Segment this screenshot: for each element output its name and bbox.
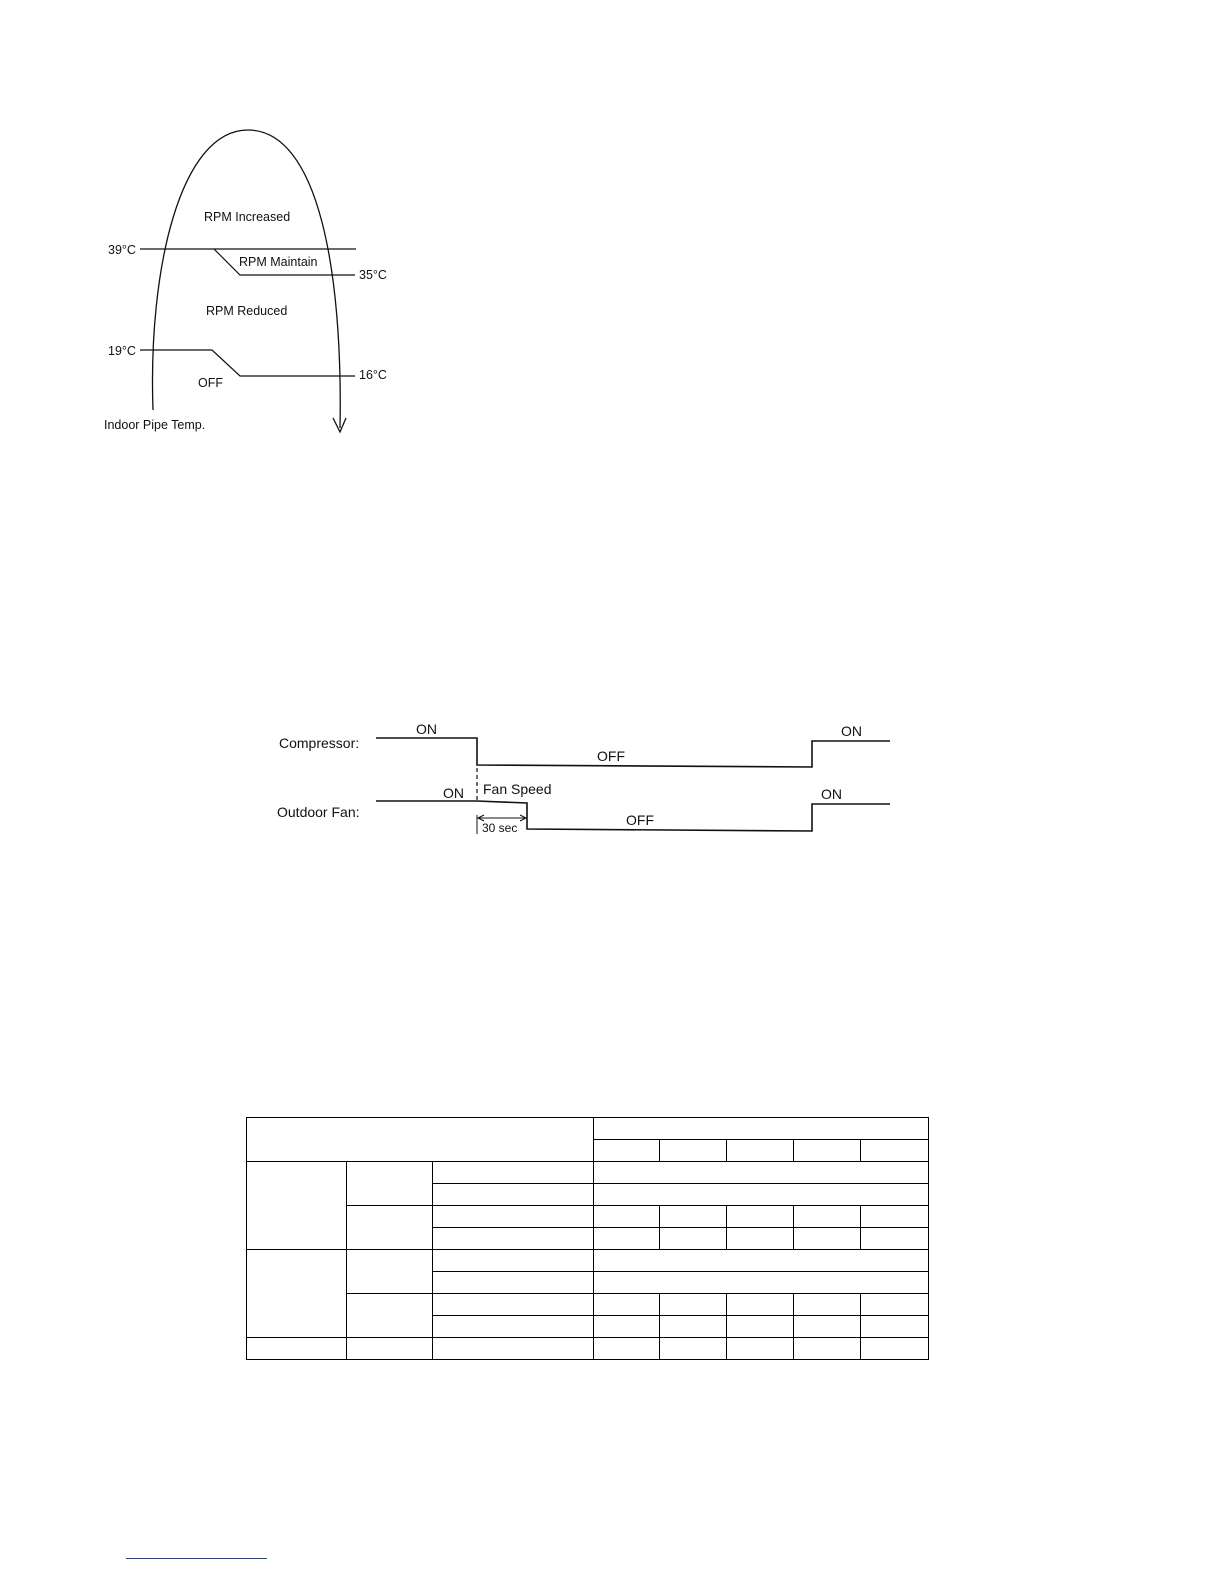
- pipe-temp-diagram: [100, 120, 400, 440]
- table-cell: [347, 1294, 433, 1338]
- line-19c-16c: [140, 350, 355, 376]
- table-cell: [433, 1206, 594, 1228]
- fan-speed-label: Fan Speed: [483, 781, 552, 797]
- table-cell: [660, 1228, 727, 1250]
- table-cell: [433, 1162, 594, 1184]
- table-cell: [433, 1316, 594, 1338]
- axis-label-indoor-pipe-temp: Indoor Pipe Temp.: [104, 418, 206, 432]
- table-cell: [660, 1294, 727, 1316]
- table-cell: [727, 1338, 794, 1360]
- table-cell: [861, 1338, 929, 1360]
- table-cell: [861, 1206, 929, 1228]
- table-row: [247, 1338, 929, 1360]
- table-cell: [794, 1140, 861, 1162]
- table-cell: [594, 1184, 929, 1206]
- table-cell: [727, 1294, 794, 1316]
- label-rpm-reduced: RPM Reduced: [206, 304, 288, 318]
- table-cell: [727, 1140, 794, 1162]
- table-cell: [247, 1250, 347, 1338]
- table-cell: [433, 1272, 594, 1294]
- table-cell: [594, 1162, 929, 1184]
- table-cell: [861, 1228, 929, 1250]
- threshold-39c: 39°C: [108, 243, 136, 257]
- table-cell: [794, 1206, 861, 1228]
- table-cell: [660, 1140, 727, 1162]
- table-cell: [794, 1338, 861, 1360]
- label-rpm-increased: RPM Increased: [204, 210, 291, 224]
- table-cell: [247, 1338, 347, 1360]
- table-cell: [727, 1228, 794, 1250]
- table-cell: [247, 1118, 594, 1162]
- table-cell: [594, 1250, 929, 1272]
- table-cell: [794, 1228, 861, 1250]
- table-row: [247, 1206, 929, 1228]
- delay-label: 30 sec: [482, 821, 518, 835]
- table-cell: [594, 1228, 660, 1250]
- table-cell: [433, 1250, 594, 1272]
- table-cell: [347, 1250, 433, 1294]
- table-cell: [861, 1316, 929, 1338]
- threshold-16c: 16°C: [359, 368, 387, 382]
- table-cell: [660, 1338, 727, 1360]
- table-cell: [594, 1294, 660, 1316]
- table-cell: [433, 1338, 594, 1360]
- table-cell: [347, 1338, 433, 1360]
- threshold-35c: 35°C: [359, 268, 387, 282]
- label-off: OFF: [198, 376, 223, 390]
- table-cell: [660, 1316, 727, 1338]
- table-cell: [794, 1316, 861, 1338]
- timing-diagram: [262, 708, 914, 858]
- table-cell: [594, 1338, 660, 1360]
- table-cell: [794, 1294, 861, 1316]
- table-cell: [347, 1206, 433, 1250]
- fan-off-label: OFF: [626, 812, 654, 828]
- compressor-off-label: OFF: [597, 748, 625, 764]
- table-cell: [433, 1294, 594, 1316]
- table-cell: [660, 1206, 727, 1228]
- fan-on-label-1: ON: [443, 785, 464, 801]
- compressor-on-label-2: ON: [841, 723, 862, 739]
- table-row: [247, 1250, 929, 1272]
- table-cell: [594, 1206, 660, 1228]
- table-cell: [861, 1294, 929, 1316]
- table-cell: [247, 1162, 347, 1250]
- temperature-arch: [152, 130, 340, 428]
- table-cell: [594, 1118, 929, 1140]
- fan-on-label-2: ON: [821, 786, 842, 802]
- threshold-19c: 19°C: [108, 344, 136, 358]
- table-cell: [594, 1272, 929, 1294]
- table-cell: [433, 1184, 594, 1206]
- table-cell: [594, 1316, 660, 1338]
- parameter-table: [246, 1117, 929, 1360]
- compressor-signal: [376, 738, 890, 767]
- table-row: [247, 1118, 929, 1140]
- label-rpm-maintain: RPM Maintain: [239, 255, 318, 269]
- table-row: [247, 1162, 929, 1184]
- outdoor-fan-label: Outdoor Fan:: [277, 804, 360, 820]
- footnote-separator: [126, 1558, 267, 1559]
- table-cell: [594, 1140, 660, 1162]
- table-row: [247, 1294, 929, 1316]
- table-cell: [433, 1228, 594, 1250]
- table-cell: [861, 1140, 929, 1162]
- compressor-label: Compressor:: [279, 735, 360, 751]
- table-cell: [727, 1316, 794, 1338]
- compressor-on-label-1: ON: [416, 721, 437, 737]
- table-cell: [347, 1162, 433, 1206]
- table-cell: [727, 1206, 794, 1228]
